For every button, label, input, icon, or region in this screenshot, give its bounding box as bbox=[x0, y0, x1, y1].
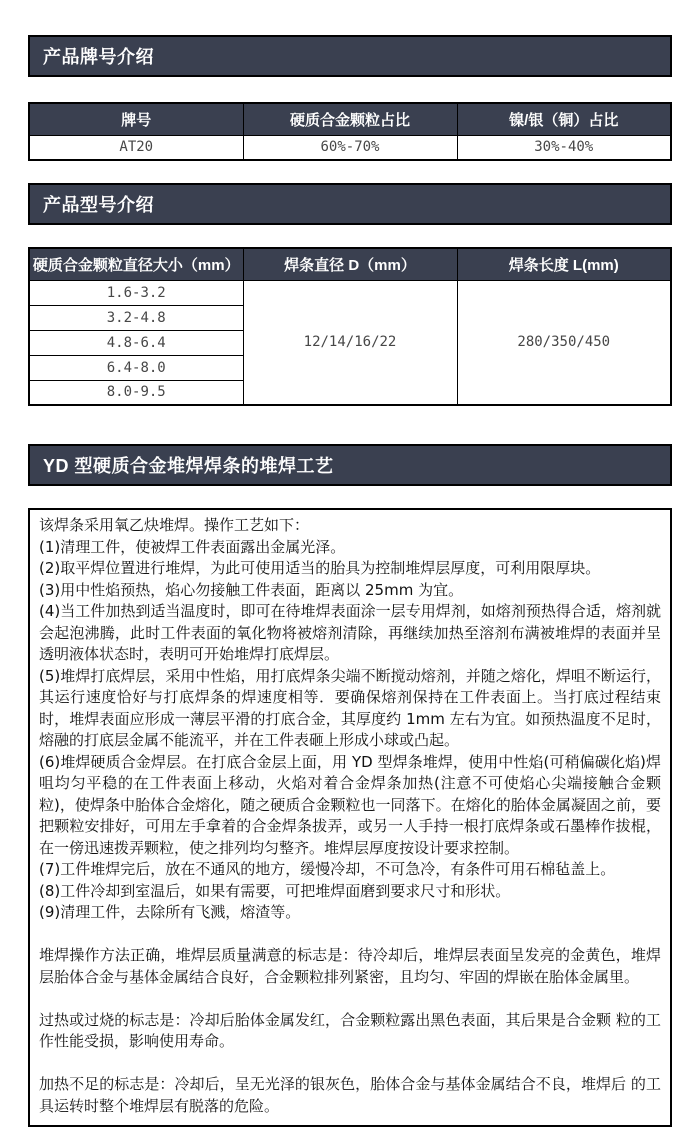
process-step-4: (4)当工件加热到适当温度时，即可在待堆焊表面涂一层专用焊剂，如熔剂预热得合适，熔剂就会起泡沸腾，此时工件表面的氧化物将被熔剂清除，再继续加热至溶剂布满被堆焊的表面并呈透明液体状态时，表明可开始堆焊打底焊层。 bbox=[39, 602, 661, 663]
process-step-3: (3)用中性焰预热，焰心勿接触工件表面，距离以 25mm 为宜。 bbox=[39, 580, 464, 599]
model-table-header-particle-size: 硬质合金颗粒直径大小（mm） bbox=[29, 248, 243, 280]
rod-length-value: 280/350/450 bbox=[457, 280, 671, 405]
table-row bbox=[29, 135, 671, 160]
process-step-7: (7)工件堆焊完后，放在不通风的地方，缓慢冷却，不可急冷，有条件可用石棉毡盖上。 bbox=[39, 860, 616, 878]
particle-size-value: 8.0-9.5 bbox=[29, 380, 243, 405]
process-step-5: (5)堆焊打底焊层，采用中性焰，用打底焊条尖端不断搅动熔剂，并随之熔化，焊咀不断运行，其运行速度恰好与打底焊条的焊速度相等．要确保熔剂保持在工件表面上。当打底过程结束时，堆焊表面应形成一薄层平滑的打底合金，其厚度约 1mm 左右为宜。如预热温度不足时，熔融的打底层金属不能流平，并在工件表砸上形成小球或凸起。 bbox=[39, 666, 661, 749]
section-title-process: YD 型硬质合金堆焊焊条的堆焊工艺 bbox=[43, 456, 334, 476]
brand-table bbox=[28, 102, 672, 161]
process-intro-line: 该焊条采用氧乙炔堆焊。操作工艺如下： bbox=[39, 516, 310, 534]
model-table-header-rod-diameter: 焊条直径 D（mm） bbox=[243, 248, 457, 280]
process-step-1: (1)清理工件，使被焊工件表面露出金属光泽。 bbox=[39, 537, 346, 556]
section-title-model-intro: 产品型号介绍 bbox=[43, 195, 154, 215]
brand-table-header-nickel-ratio: 镍/银（铜）占比 bbox=[457, 103, 671, 135]
model-table bbox=[28, 247, 672, 406]
brand-table-header-carbide-ratio: 硬质合金颗粒占比 bbox=[243, 103, 457, 135]
blank-line bbox=[39, 924, 661, 946]
blank-line bbox=[39, 988, 661, 1010]
brand-grade-value: AT20 bbox=[29, 135, 243, 160]
brand-table-body bbox=[29, 135, 671, 160]
particle-size-value: 3.2-4.8 bbox=[29, 305, 243, 330]
process-step-9: (9)清理工件，去除所有飞溅，熔渣等。 bbox=[39, 903, 301, 921]
section-title-brand-intro: 产品牌号介绍 bbox=[43, 47, 154, 67]
nickel-ratio-value: 30%-40% bbox=[457, 135, 671, 160]
process-step-6: (6)堆焊硬质合金焊层。在打底合金层上面，用 YD 型焊条堆焊，使用中性焰(可稍偏碳化焰)焊咀均匀平稳的在工件表面上移动，火焰对着合金焊条加热(注意不可使焰心尖端接触合金颗粒)，使焊条中胎体合金熔化，随之硬质合金颗粒也一同落下。在熔化的胎体金属凝固之前，要把颗粒安排好，可用左手拿着的合金焊条拔弄，或另一人手持一根打底焊条或石墨棒作拔棍，在一傍迅速拨弄颗粒，使之排列均匀整齐。堆焊层厚度按设计要求控制。 bbox=[39, 752, 661, 857]
blank-line bbox=[39, 1053, 661, 1075]
overheat-sign-note: 过热或过烧的标志是：冷却后胎体金属发红，合金颗粒露出黑色表面，其后果是合金颗 粒的工作性能受损，影响使用寿命。 bbox=[39, 1010, 661, 1050]
brand-table-head bbox=[29, 103, 671, 135]
particle-size-value: 6.4-8.0 bbox=[29, 355, 243, 380]
section-header-model-intro bbox=[28, 183, 672, 225]
section-header-brand-intro bbox=[28, 35, 672, 77]
quality-sign-note: 堆焊操作方法正确，堆焊层质量满意的标志是：待冷却后，堆焊层表面呈发亮的金黄色，堆焊层胎体合金与基体金属结合良好，合金颗粒排列紧密，且均匀、牢固的焊嵌在胎体金属里。 bbox=[39, 946, 661, 986]
particle-size-value: 1.6-3.2 bbox=[29, 280, 243, 305]
brand-table-header-row bbox=[29, 103, 671, 135]
process-step-8: (8)工件冷却到室温后，如果有需要，可把堆焊面磨到要求尺寸和形状。 bbox=[39, 881, 511, 900]
table-row bbox=[29, 280, 671, 305]
model-table-header-row bbox=[29, 248, 671, 280]
underheat-sign-note: 加热不足的标志是：冷却后，呈无光泽的银灰色，胎体合金与基体金属结合不良，堆焊后 的工具运转时整个堆焊层有脱落的危险。 bbox=[39, 1075, 661, 1115]
rod-diameter-value: 12/14/16/22 bbox=[243, 280, 457, 405]
process-step-2: (2)取平焊位置进行堆焊，为此可使用适当的胎具为控制堆焊层厚度，可利用限厚块。 bbox=[39, 559, 601, 577]
model-table-header-rod-length: 焊条长度 L(mm) bbox=[457, 248, 671, 280]
model-table-body bbox=[29, 280, 671, 405]
carbide-ratio-value: 60%-70% bbox=[243, 135, 457, 160]
particle-size-value: 4.8-6.4 bbox=[29, 330, 243, 355]
model-table-head bbox=[29, 248, 671, 280]
brand-table-header-grade: 牌号 bbox=[29, 103, 243, 135]
process-text-block bbox=[28, 508, 672, 1127]
section-header-process bbox=[28, 444, 672, 486]
